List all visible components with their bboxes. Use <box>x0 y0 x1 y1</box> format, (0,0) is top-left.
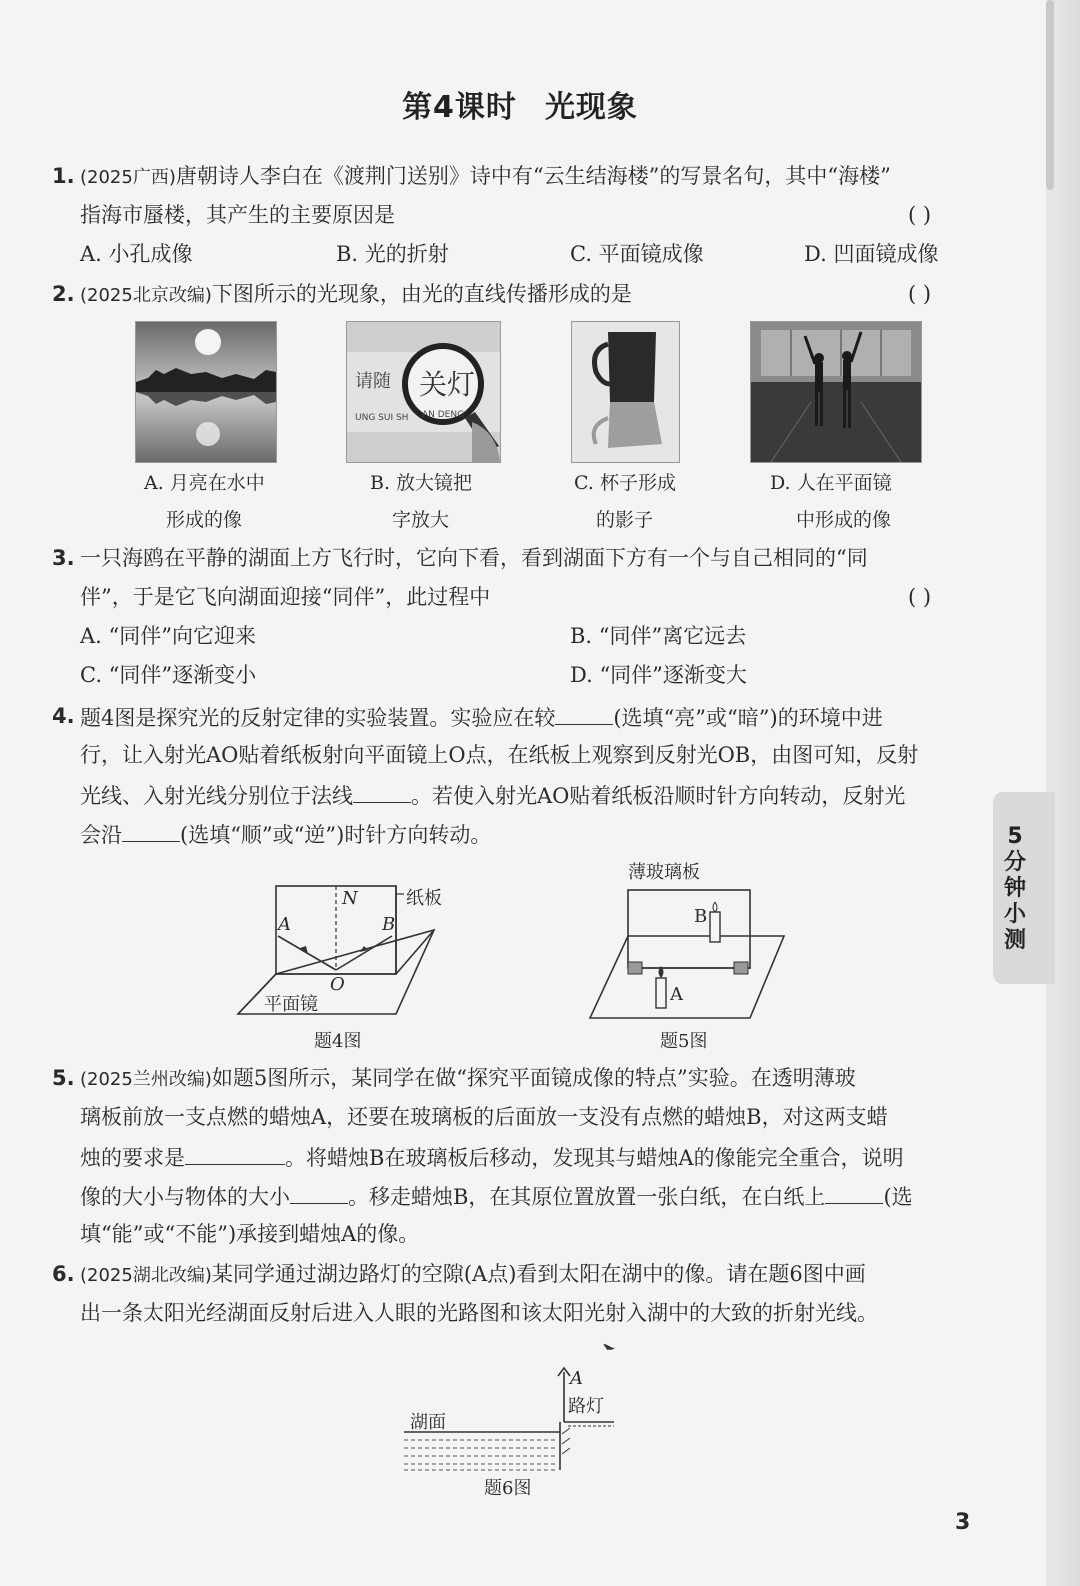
photo-moon-reflection <box>135 321 277 463</box>
figure-4-label-o: O <box>330 974 345 995</box>
question-1-number: 1. <box>52 164 75 188</box>
photo-b-caption-1: B. 放大镜把 <box>370 472 473 494</box>
question-5-number: 5. <box>52 1066 75 1090</box>
scrollbar[interactable] <box>1046 0 1054 190</box>
magnifier-pinyin: UNG SUI SH <box>355 413 409 423</box>
question-5-line-2: 璃板前放一支点燃的蜡烛A，还要在玻璃板的后面放一支没有点燃的蜡烛B，对这两支蜡 <box>80 1105 888 1129</box>
figure-6-diagram <box>400 1340 630 1475</box>
magnifier-sign-text: 请随 <box>355 371 391 392</box>
side-tab-label: 5 分 钟 小 测 <box>1003 824 1026 953</box>
question-3-line-2: 伴”，于是它飞向湖面迎接“同伴”，此过程中 <box>80 585 491 609</box>
question-1-answer-paren: ( ) <box>908 203 932 227</box>
question-5-line-5: 填“能”或“不能”)承接到蜡烛A的像。 <box>80 1222 420 1246</box>
photo-c-caption-1: C. 杯子形成 <box>574 472 676 494</box>
figure-4-label-a: A <box>278 914 291 935</box>
question-3-number: 3. <box>52 546 75 570</box>
figure-5-label-b: B <box>694 906 708 927</box>
figure-6-label-lake: 湖面 <box>410 1412 446 1433</box>
question-2-number: 2. <box>52 282 75 306</box>
question-4-number: 4. <box>52 704 75 728</box>
question-3-option-a: A. “同伴”向它迎来 <box>80 624 256 648</box>
question-1-option-a: A. 小孔成像 <box>80 242 193 266</box>
answer-blank[interactable] <box>290 1181 348 1204</box>
photo-d-caption-1: D. 人在平面镜 <box>770 472 892 494</box>
figure-5-label-glass: 薄玻璃板 <box>628 862 700 883</box>
figure-4-diagram <box>236 880 456 1020</box>
question-2-line-1: (2025北京改编)下图所示的光现象，由光的直线传播形成的是 <box>80 282 632 306</box>
figure-5-caption: 题5图 <box>660 1031 708 1052</box>
photo-c-caption-2: 的影子 <box>596 509 654 531</box>
figure-4-caption: 题4图 <box>314 1031 362 1052</box>
question-5-line-4: 像的大小与物体的大小 。移走蜡烛B，在其原位置放置一张白纸，在白纸上 (选 <box>80 1181 913 1211</box>
figure-4-label-n: N <box>342 888 358 909</box>
page-number: 3 <box>955 1510 971 1535</box>
question-3-answer-paren: ( ) <box>908 585 932 609</box>
question-5-line-1: (2025兰州改编)如题5图所示，某同学在做“探究平面镜成像的特点”实验。在透明薄玻 <box>80 1066 856 1090</box>
photo-dancer-mirror <box>750 321 922 463</box>
question-1-option-c: C. 平面镜成像 <box>570 242 704 266</box>
figure-6-label-a: A <box>570 1368 583 1389</box>
question-3-option-d: D. “同伴”逐渐变大 <box>570 663 747 687</box>
question-4-line-4: 会沿 (选填“顺”或“逆”)时针方向转动。 <box>80 819 491 849</box>
answer-blank[interactable] <box>825 1181 883 1204</box>
answer-blank[interactable] <box>185 1142 285 1165</box>
question-2-answer-paren: ( ) <box>908 282 932 306</box>
magnifier-lens-text: 关灯 <box>419 368 476 401</box>
figure-4-label-mirror: 平面镜 <box>264 994 318 1015</box>
question-1-option-b: B. 光的折射 <box>336 242 449 266</box>
question-6-number: 6. <box>52 1262 75 1286</box>
answer-blank[interactable] <box>353 780 411 803</box>
question-5-line-3: 烛的要求是 。将蜡烛B在玻璃板后移动，发现其与蜡烛A的像能完全重合，说明 <box>80 1142 904 1172</box>
answer-blank[interactable] <box>555 702 613 725</box>
question-3-line-1: 一只海鸥在平静的湖面上方飞行时，它向下看，看到湖面下方有一个与自己相同的“同 <box>80 546 868 570</box>
question-4-line-1: 题4图是探究光的反射定律的实验装置。实验应在较 (选填“亮”或“暗”)的环境中进 <box>80 702 883 732</box>
photo-a-caption-2: 形成的像 <box>166 509 243 531</box>
question-4-line-3: 光线、入射光线分别位于法线 。若使入射光AO贴着纸板沿顺时针方向转动，反射光 <box>80 780 905 810</box>
photo-b-caption-2: 字放大 <box>392 509 450 531</box>
page-title: 第4课时 光现象 <box>402 90 638 125</box>
photo-a-caption-1: A. 月亮在水中 <box>144 472 265 494</box>
figure-6-label-lamp: 路灯 <box>568 1396 604 1417</box>
photo-cup-shadow <box>571 321 680 463</box>
figure-4-label-b: B <box>382 914 396 935</box>
figure-6-caption: 题6图 <box>484 1478 532 1499</box>
figure-5-diagram <box>588 886 788 1020</box>
question-6-line-2: 出一条太阳光经湖面反射后进入人眼的光路图和该太阳光射入湖中的大致的折射光线。 <box>80 1301 878 1325</box>
question-3-option-c: C. “同伴”逐渐变小 <box>80 663 257 687</box>
magnifier-pinyin-2: AN DENG <box>422 410 465 420</box>
answer-blank[interactable] <box>122 819 180 842</box>
photo-d-caption-2: 中形成的像 <box>796 509 892 531</box>
question-1-line-1: (2025广西)唐朝诗人李白在《渡荆门送别》诗中有“云生结海楼”的写景名句，其中“海楼” <box>80 164 891 188</box>
question-1-line-2: 指海市蜃楼，其产生的主要原因是 <box>80 203 395 227</box>
figure-4-label-board: 纸板 <box>406 888 442 909</box>
question-1-option-d: D. 凹面镜成像 <box>804 242 939 266</box>
question-6-line-1: (2025湖北改编)某同学通过湖边路灯的空隙(A点)看到太阳在湖中的像。请在题6图中画 <box>80 1262 866 1286</box>
side-tab[interactable] <box>993 792 1055 984</box>
question-4-line-2: 行，让入射光AO贴着纸板射向平面镜上O点，在纸板上观察到反射光OB，由图可知，反射 <box>80 743 919 767</box>
photo-magnifier <box>346 321 501 463</box>
question-3-option-b: B. “同伴”离它远去 <box>570 624 747 648</box>
figure-5-label-a: A <box>670 984 683 1005</box>
